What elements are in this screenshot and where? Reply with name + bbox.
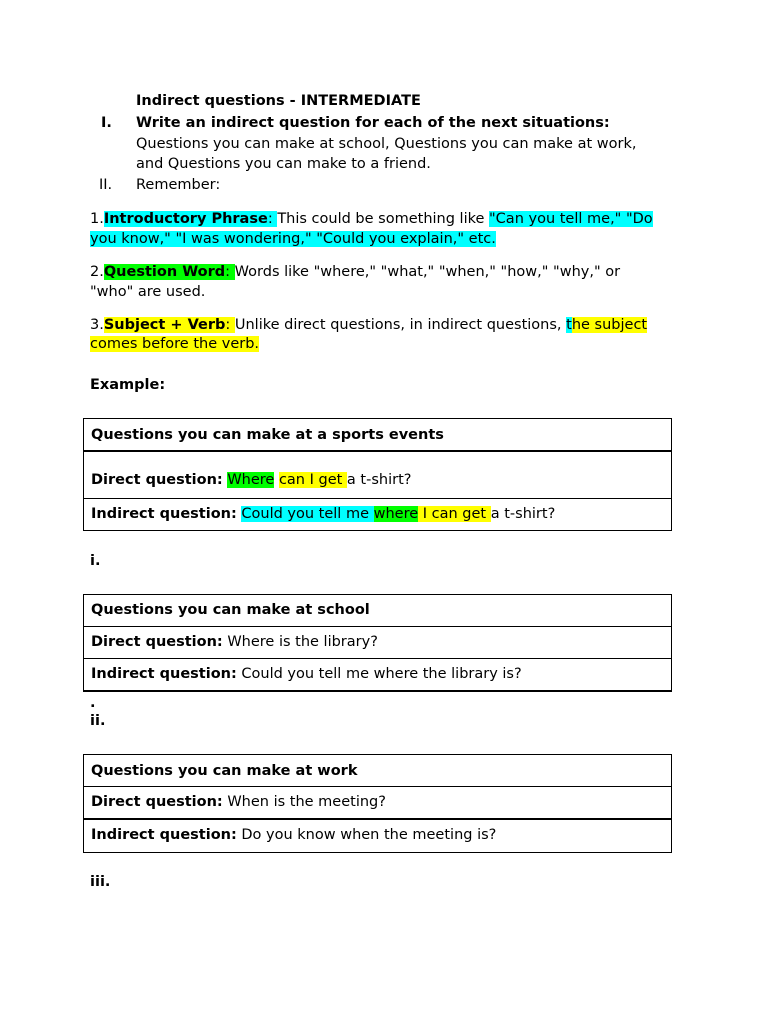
rule-3-highlight-1: he subject xyxy=(571,317,648,333)
rule-3-highlight-t: t xyxy=(566,317,572,333)
list-number-2: II. xyxy=(99,177,113,193)
direct-question-label: Direct question: xyxy=(91,472,223,488)
rule-3-colon: : xyxy=(225,317,235,333)
rule-3-line-1 xyxy=(90,315,647,335)
school-direct-question: Where is the library? xyxy=(227,634,378,650)
rule-3-highlight-2: comes before the verb. xyxy=(90,336,260,352)
rule-2-line-2: "who" are used. xyxy=(90,284,206,300)
school-direct-text xyxy=(91,632,378,652)
list-number-1: I. xyxy=(101,115,112,131)
example-table xyxy=(83,418,672,531)
direct-question-label: Direct question: xyxy=(91,794,223,810)
section-iii-label: iii. xyxy=(90,874,111,890)
example-indirect-row xyxy=(84,499,671,531)
school-indirect-text xyxy=(91,664,522,684)
direct-question-label: Direct question: xyxy=(91,634,223,650)
rule-3-number: 3. xyxy=(90,317,104,333)
instruction-heading: Write an indirect question for each of the next situations: xyxy=(136,115,610,131)
instruction-line-3: and Questions you can make to a friend. xyxy=(136,156,431,172)
direct-question-word: Where xyxy=(227,472,275,488)
work-table-title: Questions you can make at work xyxy=(91,763,358,779)
rule-1-label: Introductory Phrase xyxy=(103,211,268,227)
example-label: Example: xyxy=(90,377,166,393)
rule-2-colon: : xyxy=(225,264,235,280)
rule-2-label: Question Word xyxy=(103,264,226,280)
rule-1-line-1 xyxy=(90,209,653,229)
work-table xyxy=(83,754,672,853)
work-table-title-row xyxy=(84,755,671,787)
rule-1-highlight-2: you know," "I was wondering," "Could you explain," etc. xyxy=(90,231,496,247)
school-table-title: Questions you can make at school xyxy=(91,602,370,618)
work-indirect-text xyxy=(91,825,496,845)
school-indirect-row xyxy=(84,659,671,692)
work-direct-row xyxy=(84,787,671,820)
work-direct-question: When is the meeting? xyxy=(227,794,386,810)
rule-3-label: Subject + Verb xyxy=(103,317,226,333)
school-table-title-row xyxy=(84,595,671,627)
rule-1-number: 1. xyxy=(90,211,104,227)
instruction-line-2: Questions you can make at school, Questions you can make at work, xyxy=(136,136,637,152)
example-direct-row xyxy=(84,452,671,499)
example-table-title: Questions you can make at a sports events xyxy=(91,427,444,443)
indirect-subject-verb: I can get xyxy=(418,506,491,522)
work-indirect-row xyxy=(84,820,671,853)
indirect-question-label: Indirect question: xyxy=(91,506,237,522)
document-title: Indirect questions - INTERMEDIATE xyxy=(136,93,421,109)
rule-2-number: 2. xyxy=(90,264,104,280)
remember-label: Remember: xyxy=(136,177,221,193)
indirect-question-label: Indirect question: xyxy=(91,827,237,843)
rule-1-colon: : xyxy=(267,211,278,227)
example-indirect-text xyxy=(91,504,555,524)
direct-subject-verb: can I get xyxy=(278,472,347,488)
rule-1-text: This could be something like xyxy=(277,211,490,227)
section-ii-label: ii. xyxy=(90,713,106,729)
work-indirect-question: Do you know when the meeting is? xyxy=(241,827,497,843)
rule-2-text: Words like "where," "what," "when," "how," "why," or xyxy=(234,264,621,280)
example-direct-text xyxy=(91,470,411,490)
stray-period: . xyxy=(90,695,96,711)
example-table-title-row xyxy=(84,419,671,452)
indirect-rest: a t-shirt? xyxy=(490,506,556,522)
school-direct-row xyxy=(84,627,671,659)
school-indirect-question: Could you tell me where the library is? xyxy=(241,666,522,682)
direct-rest: a t-shirt? xyxy=(346,472,412,488)
indirect-intro-phrase: Could you tell me xyxy=(241,506,374,522)
school-table xyxy=(83,594,672,692)
work-direct-text xyxy=(91,792,386,812)
indirect-question-label: Indirect question: xyxy=(91,666,237,682)
rule-2-line-1 xyxy=(90,262,620,282)
rule-1-line-2 xyxy=(90,229,496,249)
rule-3-text: Unlike direct questions, in indirect questions, xyxy=(234,317,567,333)
rule-1-highlight-1: "Can you tell me," "Do xyxy=(489,211,653,227)
indirect-question-word: where xyxy=(373,506,419,522)
section-i-label: i. xyxy=(90,553,101,569)
rule-3-line-2 xyxy=(90,334,259,354)
